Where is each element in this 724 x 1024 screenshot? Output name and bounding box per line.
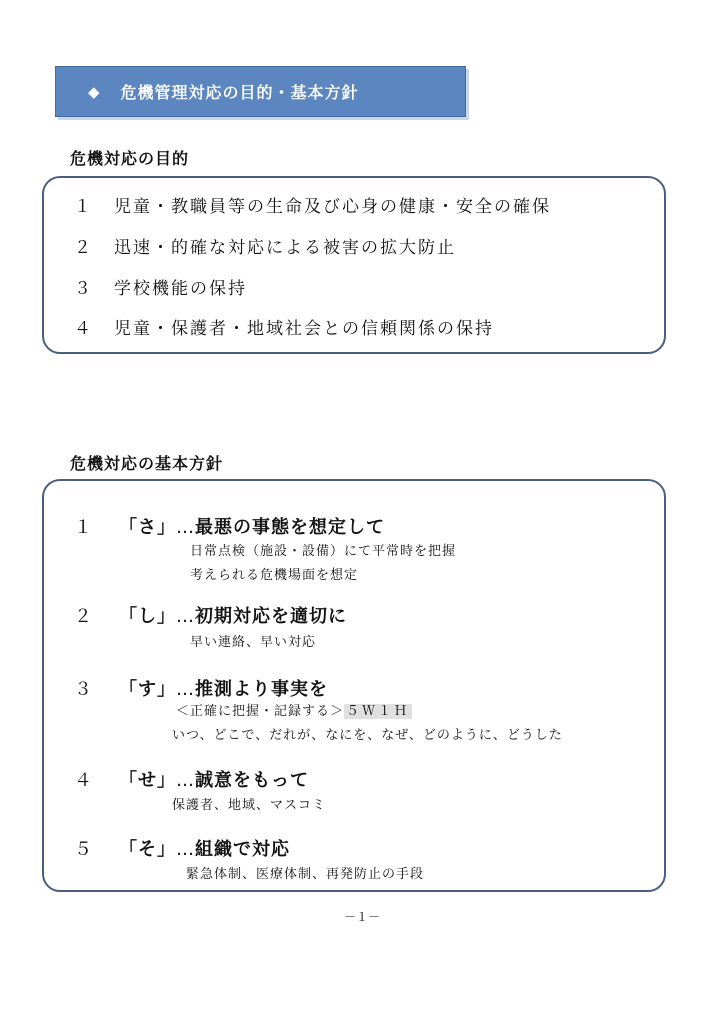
policy-heading: 危機対応の基本方針 <box>70 454 224 473</box>
purpose-item-number: ４ <box>74 319 93 339</box>
purpose-item-number: １ <box>74 197 93 217</box>
policy-item-title <box>74 675 328 701</box>
ellipsis: … <box>176 770 195 791</box>
policy-item-number: １ <box>74 517 93 538</box>
policy-item-main: 組織で対応 <box>195 839 290 860</box>
policy-item-detail: 日常点検（施設・設備）にて平常時を把握 <box>190 544 457 559</box>
purpose-item-text: 迅速・的確な対応による被害の拡大防止 <box>114 238 456 258</box>
ellipsis: … <box>176 517 195 538</box>
policy-item-detail: 保護者、地域、マスコミ <box>172 798 327 813</box>
purpose-heading: 危機対応の目的 <box>70 149 190 168</box>
purpose-item <box>74 233 456 258</box>
purpose-item-number: ３ <box>74 279 93 299</box>
policy-item-detail <box>176 700 412 719</box>
policy-item-main: 誠意をもって <box>195 770 309 791</box>
policy-item-title <box>74 513 385 539</box>
policy-item-main: 最悪の事態を想定して <box>195 517 385 538</box>
purpose-item <box>74 192 551 217</box>
policy-item-number: ４ <box>74 770 93 791</box>
ellipsis: … <box>176 839 195 860</box>
policy-item-key: 「せ」 <box>119 770 176 791</box>
policy-item-number: ５ <box>74 839 93 860</box>
policy-item-number: ３ <box>74 679 93 700</box>
highlight-5w1h: ５Ｗ１Ｈ <box>346 704 411 719</box>
purpose-item <box>74 274 247 299</box>
policy-item-title <box>74 766 309 792</box>
section-banner <box>55 66 466 117</box>
policy-item-key: 「さ」 <box>119 517 176 538</box>
ellipsis: … <box>176 606 195 627</box>
policy-item-number: ２ <box>74 606 93 627</box>
banner-title: 危機管理対応の目的・基本方針 <box>120 83 359 102</box>
diamond-icon: ◆ <box>88 82 101 101</box>
policy-item-main: 初期対応を適切に <box>195 606 347 627</box>
policy-item-title <box>74 602 347 628</box>
purpose-item-text: 児童・教職員等の生命及び心身の健康・安全の確保 <box>114 197 551 217</box>
policy-item-key: 「す」 <box>119 679 176 700</box>
ellipsis: … <box>176 679 195 700</box>
purpose-item-number: ２ <box>74 238 93 258</box>
bracket-note: ＜正確に把握・記録する＞ <box>176 704 345 719</box>
purpose-item-text: 児童・保護者・地域社会との信頼関係の保持 <box>114 319 494 339</box>
policy-item-main: 推測より事実を <box>195 679 328 700</box>
policy-item-detail: 早い連絡、早い対応 <box>190 635 317 650</box>
policy-item-detail: 緊急体制、医療体制、再発防止の手段 <box>186 867 425 882</box>
policy-item-detail: いつ、どこで、だれが、なにを、なぜ、どのように、どうした <box>172 728 563 743</box>
policy-item-title <box>74 835 290 861</box>
policy-item-key: 「そ」 <box>119 839 176 860</box>
purpose-item <box>74 314 494 339</box>
policy-item-key: 「し」 <box>119 606 176 627</box>
page-number: －１－ <box>343 910 380 924</box>
purpose-item-text: 学校機能の保持 <box>114 279 247 299</box>
policy-item-detail: 考えられる危機場面を想定 <box>190 568 359 583</box>
purpose-box <box>42 176 666 354</box>
policy-box <box>42 479 666 892</box>
